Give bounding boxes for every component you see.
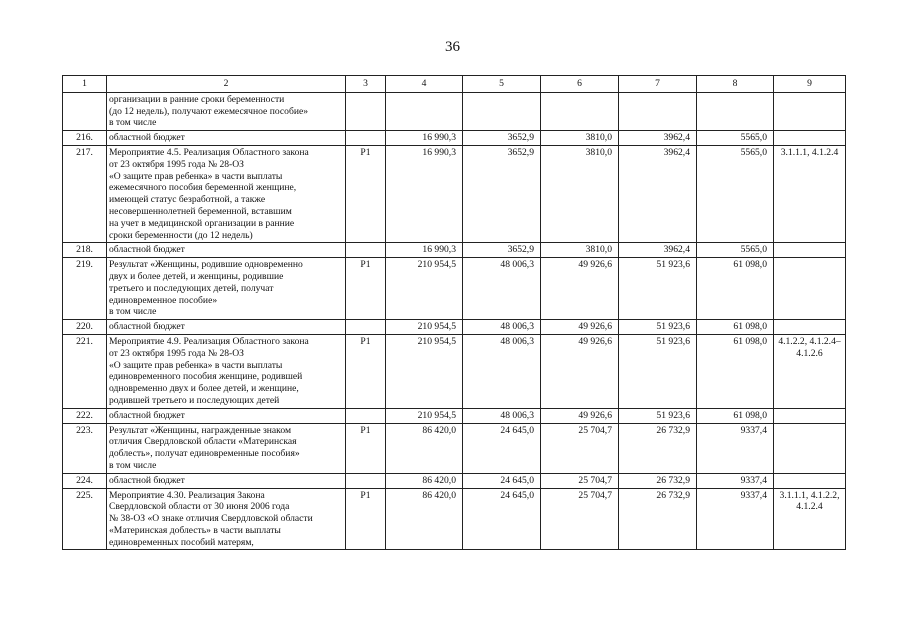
value-col-5: 24 645,0: [463, 473, 541, 488]
value-col-8: 9337,4: [697, 473, 774, 488]
budget-table: [62, 75, 846, 550]
value-col-6: 49 926,6: [541, 334, 619, 408]
row-target-indicators: [774, 131, 846, 146]
column-number: 1: [63, 76, 107, 93]
row-name: областной бюджет: [107, 473, 346, 488]
value-col-7: 26 732,9: [619, 488, 697, 550]
row-code: P1: [346, 145, 386, 242]
row-target-indicators: [774, 423, 846, 473]
row-name: Мероприятие 4.9. Реализация Областного закона от 23 октября 1995 года № 28-ОЗ «О защите прав ребенка» в части выплаты единовременного пособия женщине, родившей одновременно двух и более детей, и женщине, родившей третьего и последующих детей: [107, 334, 346, 408]
value-col-8: 61 098,0: [697, 320, 774, 335]
column-number: 4: [386, 76, 463, 93]
row-name: областной бюджет: [107, 131, 346, 146]
row-target-indicators: [774, 408, 846, 423]
row-number: 223.: [63, 423, 107, 473]
row-name: областной бюджет: [107, 408, 346, 423]
row-code: [346, 92, 386, 130]
value-col-5: 24 645,0: [463, 423, 541, 473]
value-col-4: 16 990,3: [386, 131, 463, 146]
value-col-6: 49 926,6: [541, 258, 619, 320]
value-col-7: 51 923,6: [619, 320, 697, 335]
row-number: 218.: [63, 243, 107, 258]
value-col-8: 5565,0: [697, 131, 774, 146]
value-col-8: 5565,0: [697, 145, 774, 242]
value-col-6: 3810,0: [541, 131, 619, 146]
value-col-8: 61 098,0: [697, 258, 774, 320]
value-col-7: 26 732,9: [619, 423, 697, 473]
row-code: [346, 408, 386, 423]
row-name: Мероприятие 4.5. Реализация Областного закона от 23 октября 1995 года № 28-ОЗ «О защите прав ребенка» в части выплаты ежемесячного пособия беременной женщине, имеющей статус безработной, а также несовершеннолетней беременной, вставшим на учет в медицинской организации в ранние сроки беременности (до 12 недель): [107, 145, 346, 242]
value-col-4: 210 954,5: [386, 320, 463, 335]
value-col-7: 3962,4: [619, 145, 697, 242]
value-col-4: [386, 92, 463, 130]
value-col-6: 3810,0: [541, 145, 619, 242]
row-number: 225.: [63, 488, 107, 550]
value-col-8: [697, 92, 774, 130]
row-code: [346, 131, 386, 146]
value-col-4: 210 954,5: [386, 258, 463, 320]
value-col-5: 48 006,3: [463, 320, 541, 335]
row-target-indicators: [774, 473, 846, 488]
row-number: 219.: [63, 258, 107, 320]
value-col-5: 24 645,0: [463, 488, 541, 550]
table-row: [63, 320, 846, 335]
value-col-6: 25 704,7: [541, 473, 619, 488]
column-number: 9: [774, 76, 846, 93]
value-col-4: 210 954,5: [386, 408, 463, 423]
column-number: 3: [346, 76, 386, 93]
value-col-6: 49 926,6: [541, 320, 619, 335]
value-col-8: 61 098,0: [697, 334, 774, 408]
row-code: P1: [346, 258, 386, 320]
value-col-4: 86 420,0: [386, 473, 463, 488]
table-row: [63, 334, 846, 408]
table-row: [63, 258, 846, 320]
value-col-5: 3652,9: [463, 131, 541, 146]
table-row: [63, 408, 846, 423]
table-row: [63, 92, 846, 130]
column-number: 2: [107, 76, 346, 93]
row-target-indicators: [774, 243, 846, 258]
column-number: 8: [697, 76, 774, 93]
table-row: [63, 131, 846, 146]
row-target-indicators: [774, 320, 846, 335]
value-col-8: 5565,0: [697, 243, 774, 258]
value-col-6: 25 704,7: [541, 423, 619, 473]
value-col-7: 51 923,6: [619, 408, 697, 423]
value-col-5: 3652,9: [463, 243, 541, 258]
row-code: [346, 473, 386, 488]
table-row: [63, 243, 846, 258]
row-name: областной бюджет: [107, 243, 346, 258]
table-row: [63, 145, 846, 242]
value-col-6: 3810,0: [541, 243, 619, 258]
page-number: 36: [445, 39, 460, 55]
value-col-8: 61 098,0: [697, 408, 774, 423]
row-name: Мероприятие 4.30. Реализация Закона Свердловской области от 30 июня 2006 года № 38-ОЗ «О знаке отличия Свердловской области «Материнская доблесть» в части выплаты единовременных пособий матерям,: [107, 488, 346, 550]
value-col-4: 16 990,3: [386, 243, 463, 258]
value-col-5: [463, 92, 541, 130]
row-target-indicators: 3.1.1.1, 4.1.2.4: [774, 145, 846, 242]
table-row: [63, 473, 846, 488]
value-col-4: 86 420,0: [386, 423, 463, 473]
row-code: [346, 320, 386, 335]
value-col-6: 25 704,7: [541, 488, 619, 550]
row-name: организации в ранние сроки беременности (до 12 недель), получают ежемесячное пособие» в том числе: [107, 92, 346, 130]
row-number: 224.: [63, 473, 107, 488]
value-col-7: 51 923,6: [619, 258, 697, 320]
value-col-6: 49 926,6: [541, 408, 619, 423]
value-col-4: 210 954,5: [386, 334, 463, 408]
table-row: [63, 488, 846, 550]
row-number: 221.: [63, 334, 107, 408]
column-number: 6: [541, 76, 619, 93]
row-name: Результат «Женщины, награжденные знаком отличия Свердловской области «Материнская доблесть», получат единовременные пособия» в том числе: [107, 423, 346, 473]
column-number-row: [63, 76, 846, 93]
column-number: 7: [619, 76, 697, 93]
row-number: [63, 92, 107, 130]
value-col-4: 16 990,3: [386, 145, 463, 242]
value-col-7: [619, 92, 697, 130]
table-row: [63, 423, 846, 473]
column-number: 5: [463, 76, 541, 93]
row-number: 222.: [63, 408, 107, 423]
value-col-7: 51 923,6: [619, 334, 697, 408]
row-target-indicators: [774, 92, 846, 130]
row-target-indicators: 3.1.1.1, 4.1.2.2, 4.1.2.4: [774, 488, 846, 550]
row-target-indicators: [774, 258, 846, 320]
value-col-5: 3652,9: [463, 145, 541, 242]
value-col-4: 86 420,0: [386, 488, 463, 550]
value-col-7: 26 732,9: [619, 473, 697, 488]
row-code: P1: [346, 423, 386, 473]
value-col-6: [541, 92, 619, 130]
row-name: Результат «Женщины, родившие одновременно двух и более детей, и женщины, родившие третьего и последующих детей, получат единовременное пособие» в том числе: [107, 258, 346, 320]
value-col-8: 9337,4: [697, 423, 774, 473]
row-name: областной бюджет: [107, 320, 346, 335]
value-col-5: 48 006,3: [463, 334, 541, 408]
value-col-8: 9337,4: [697, 488, 774, 550]
value-col-7: 3962,4: [619, 131, 697, 146]
row-number: 217.: [63, 145, 107, 242]
value-col-5: 48 006,3: [463, 408, 541, 423]
row-number: 216.: [63, 131, 107, 146]
row-target-indicators: 4.1.2.2, 4.1.2.4– 4.1.2.6: [774, 334, 846, 408]
row-number: 220.: [63, 320, 107, 335]
value-col-5: 48 006,3: [463, 258, 541, 320]
value-col-7: 3962,4: [619, 243, 697, 258]
row-code: P1: [346, 334, 386, 408]
row-code: [346, 243, 386, 258]
row-code: P1: [346, 488, 386, 550]
